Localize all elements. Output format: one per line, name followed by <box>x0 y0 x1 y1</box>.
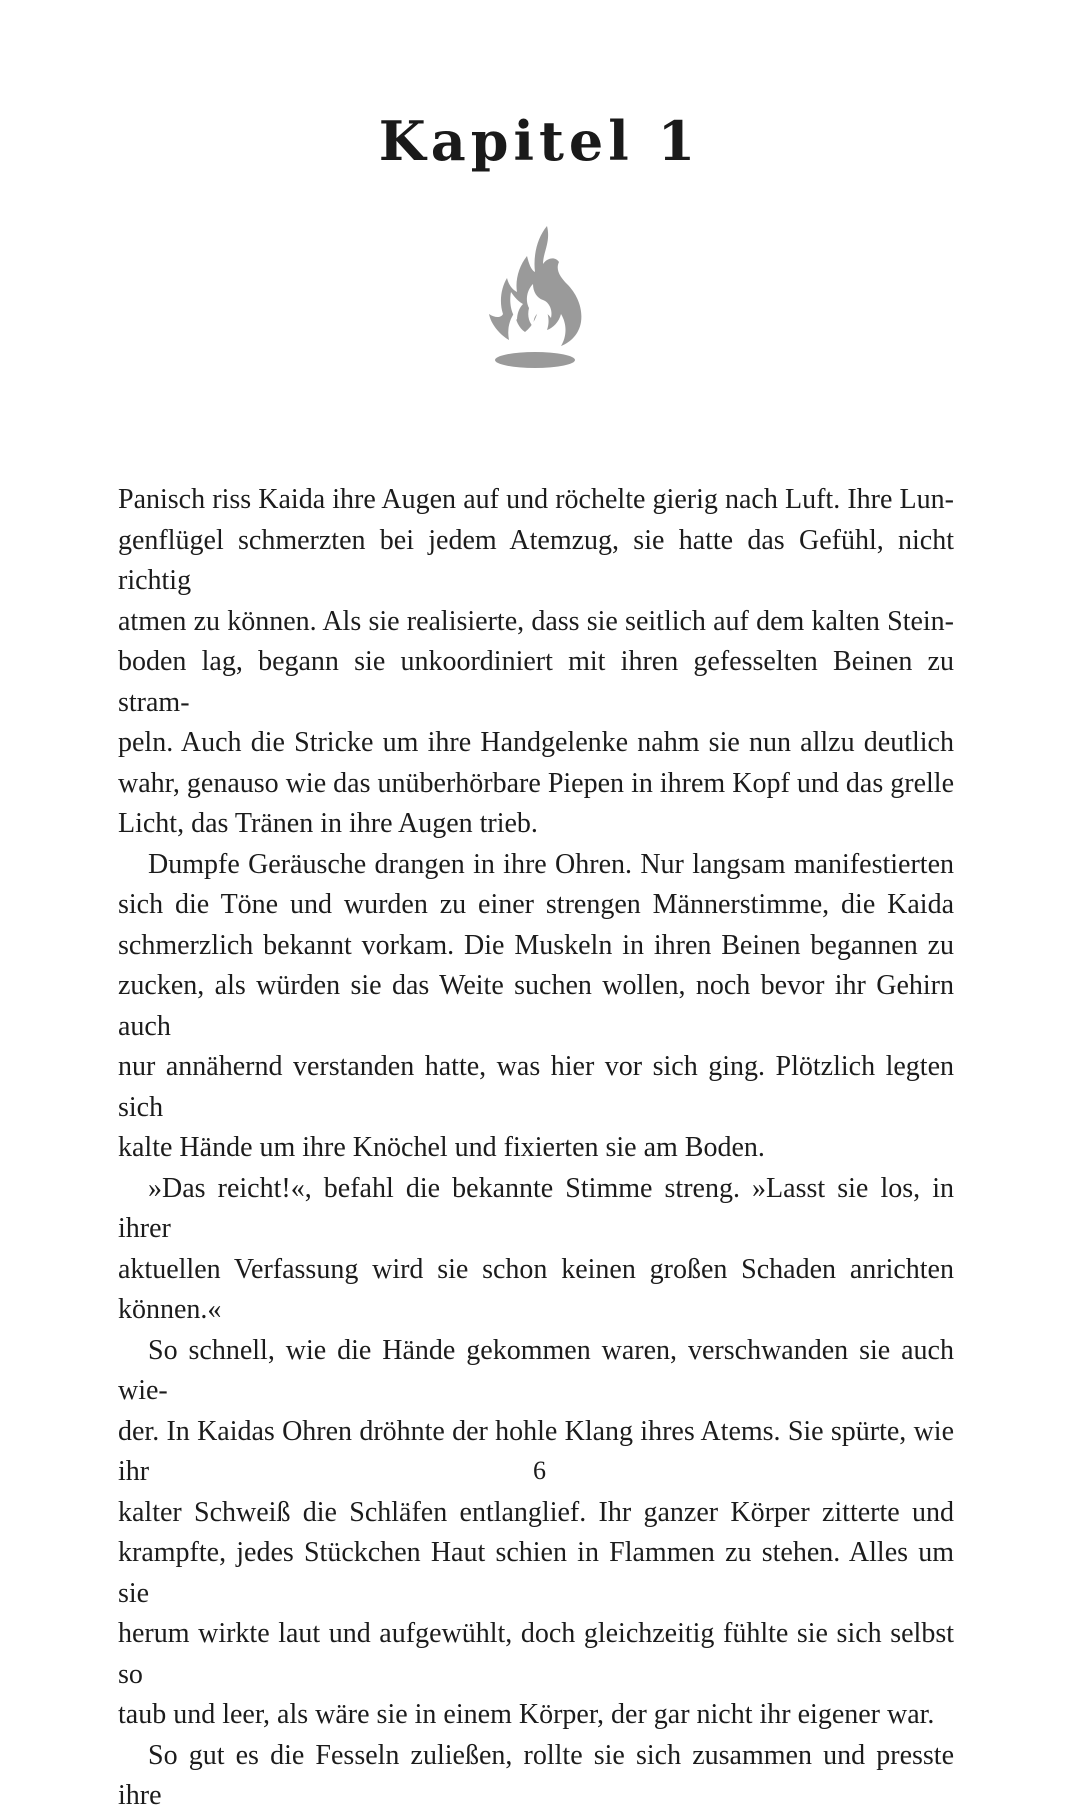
text-line: wahr, genauso wie das unüberhörbare Piepen in ihrem Kopf und das grelle <box>118 767 954 799</box>
text-line: genflügel schmerzten bei jedem Atemzug, sie hatte das Gefühl, nicht richtig <box>118 524 954 596</box>
body-text <box>118 480 954 1817</box>
text-line: kalter Schweiß die Schläfen entlanglief. Ihr ganzer Körper zitterte und <box>118 1496 954 1528</box>
text-line: Panisch riss Kaida ihre Augen auf und röchelte gierig nach Luft. Ihre Lun- <box>118 484 954 515</box>
text-line: können.« <box>118 1294 222 1325</box>
text-line: zucken, als würden sie das Weite suchen wollen, noch bevor ihr Gehirn auch <box>118 970 954 1042</box>
text-line: atmen zu können. Als sie realisierte, dass sie seitlich auf dem kalten Stein- <box>118 605 954 637</box>
text-line: So schnell, wie die Hände gekommen waren, verschwanden sie auch wie- <box>118 1334 954 1406</box>
flame-icon <box>485 222 590 372</box>
text-line: aktuellen Verfassung wird sie schon keinen großen Schaden anrichten <box>118 1253 954 1285</box>
text-line: herum wirkte laut und aufgewühlt, doch gleichzeitig fühlte sie sich selbst so <box>118 1618 954 1690</box>
text-line: taub und leer, als wäre sie in einem Körper, der gar nicht ihr eigener war. <box>118 1699 935 1730</box>
text-line: sich die Töne und wurden zu einer strengen Männerstimme, die Kaida <box>118 889 954 920</box>
text-line: boden lag, begann sie unkoordiniert mit ihren gefesselten Beinen zu stram- <box>118 646 954 718</box>
text-line: krampfte, jedes Stückchen Haut schien in Flammen zu stehen. Alles um sie <box>118 1537 954 1609</box>
text-line: schmerzlich bekannt vorkam. Die Muskeln in ihren Beinen begannen zu <box>118 929 954 961</box>
text-line: Licht, das Tränen in ihre Augen trieb. <box>118 808 538 839</box>
chapter-title: Kapitel 1 <box>378 109 701 173</box>
text-line: nur annähernd verstanden hatte, was hier vor sich ging. Plötzlich legten sich <box>118 1051 954 1123</box>
text-line: peln. Auch die Stricke um ihre Handgelenke nahm sie nun allzu deutlich <box>118 727 954 758</box>
text-line: Dumpfe Geräusche drangen in ihre Ohren. Nur langsam manifestierten <box>148 848 954 880</box>
text-line: So gut es die Fesseln zuließen, rollte sie sich zusammen und presste ihre <box>118 1739 954 1811</box>
page-number: 6 <box>533 1456 546 1485</box>
text-line: »Das reicht!«, befahl die bekannte Stimme streng. »Lasst sie los, in ihrer <box>118 1172 954 1244</box>
text-line: kalte Hände um ihre Knöchel und fixierten sie am Boden. <box>118 1132 765 1163</box>
text-line: der. In Kaidas Ohren dröhnte der hohle Klang ihres Atems. Sie spürte, wie ihr <box>118 1415 954 1487</box>
